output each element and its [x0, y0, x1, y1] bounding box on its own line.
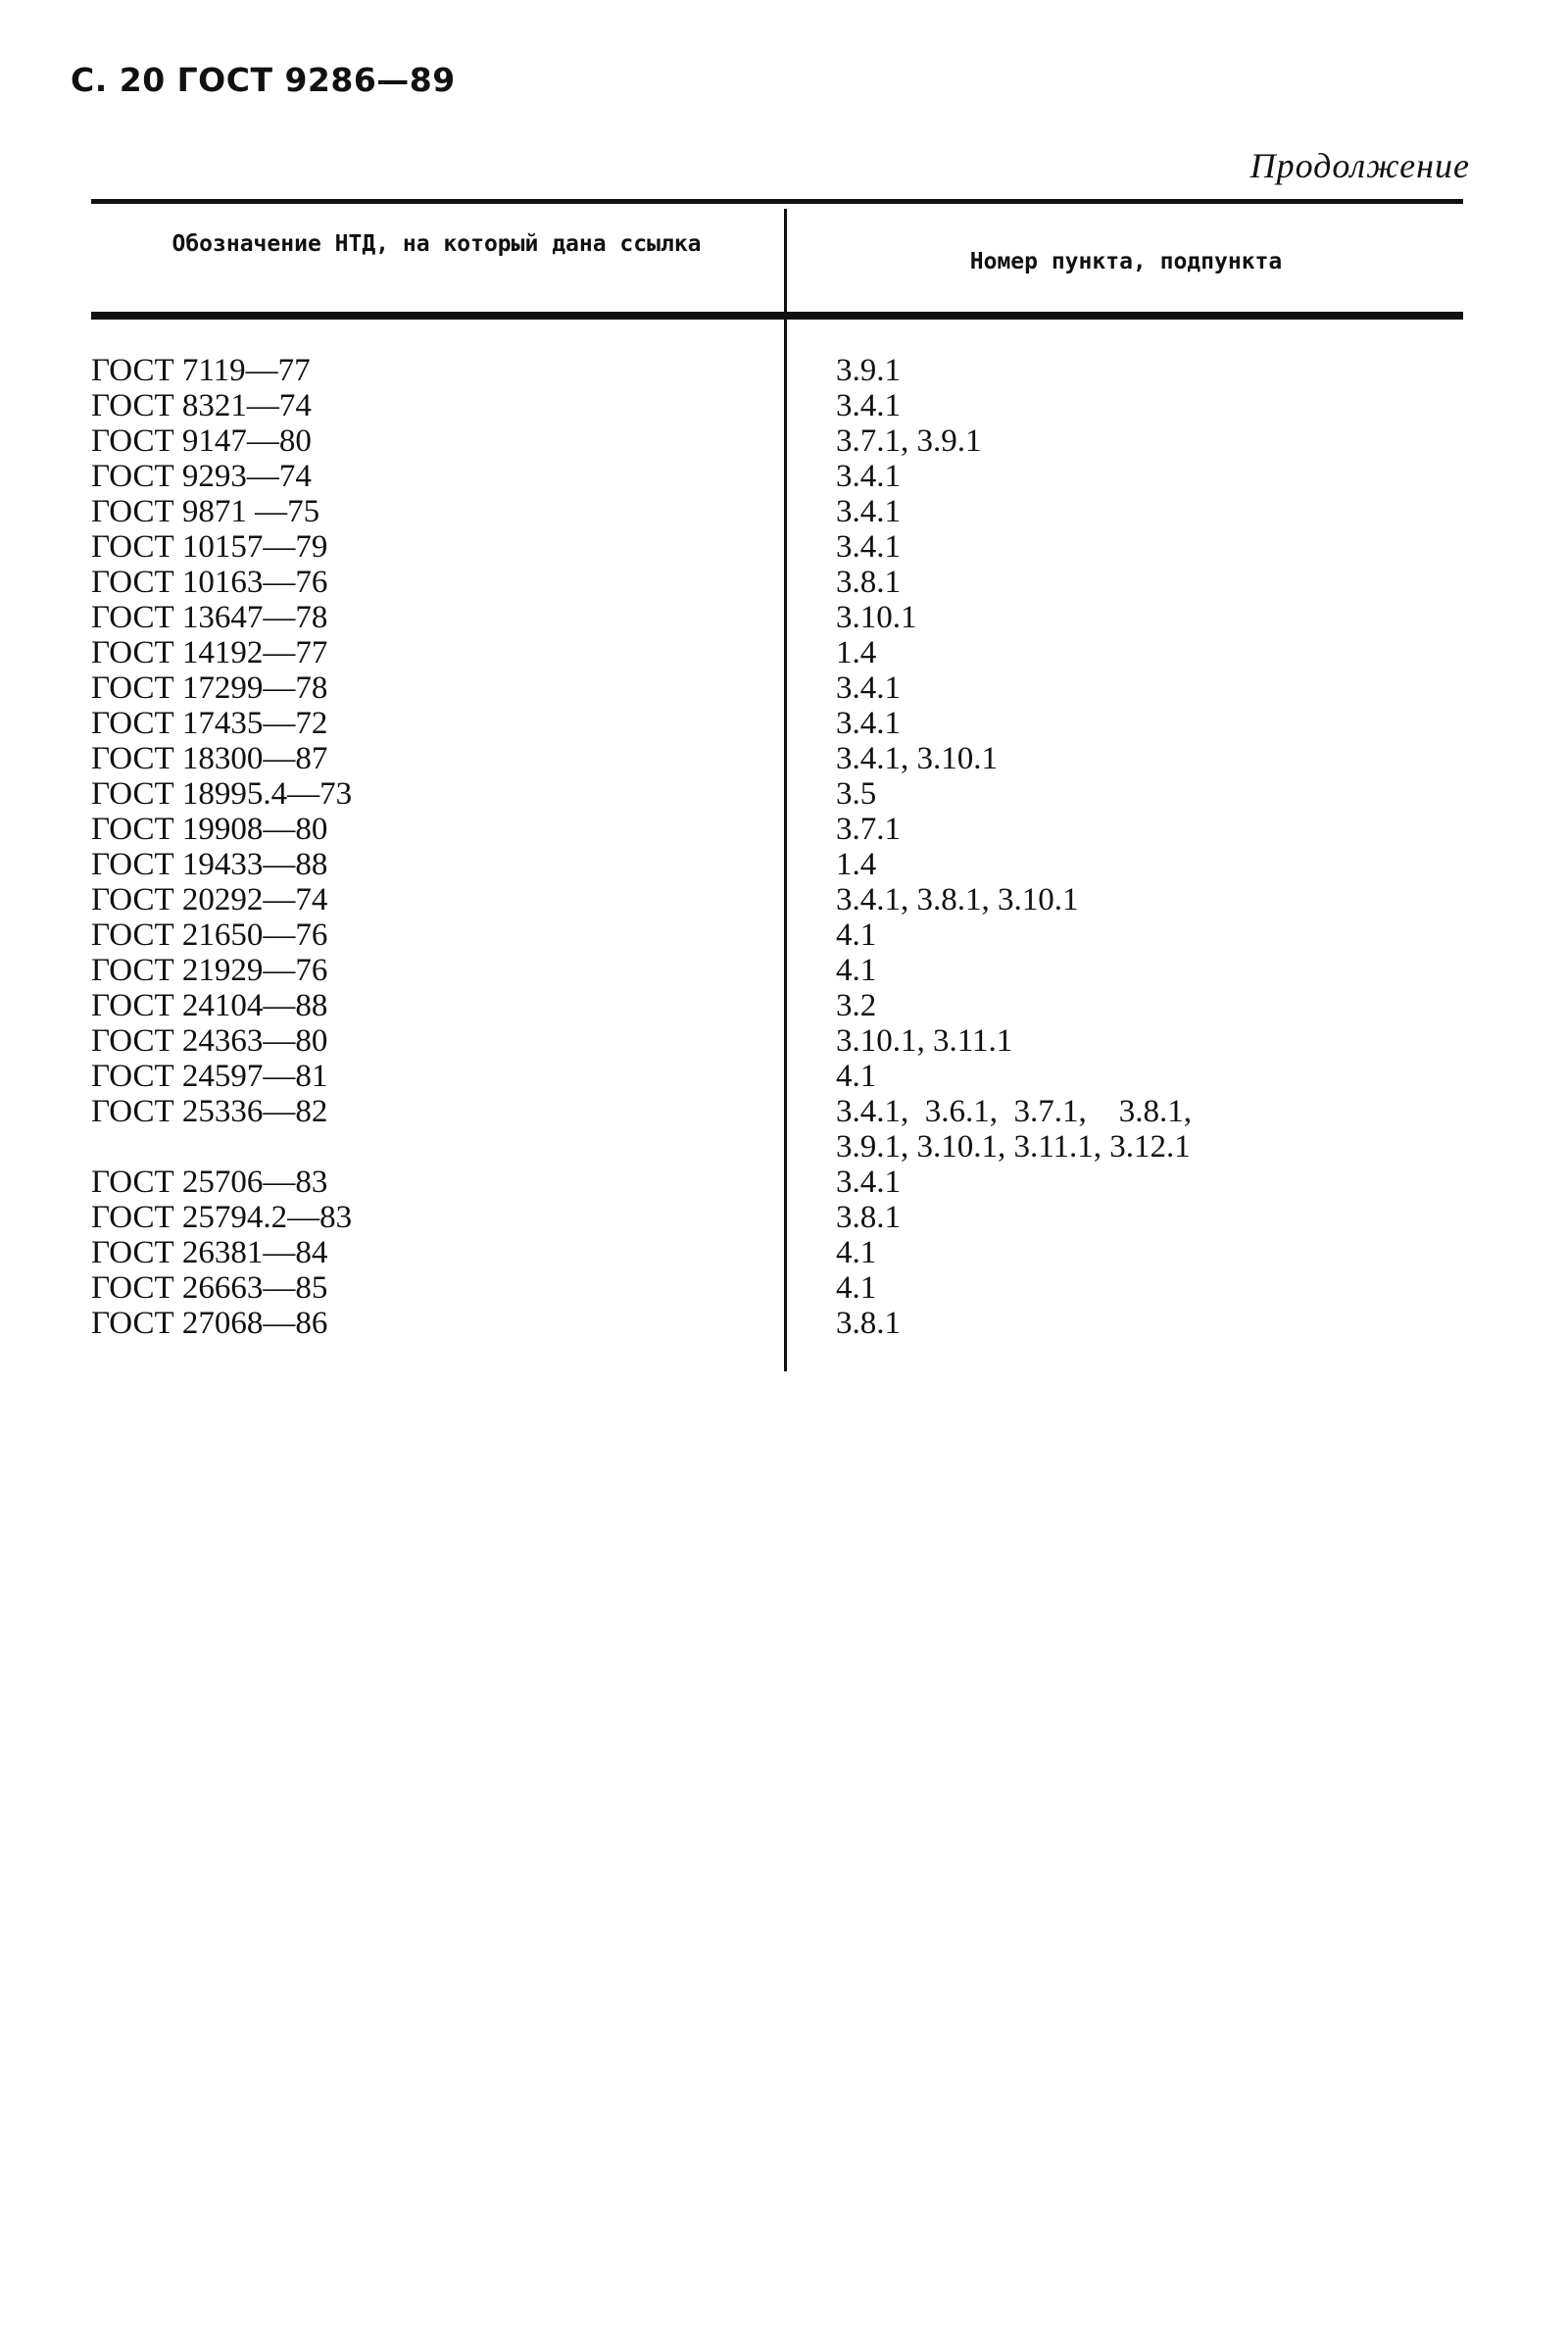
reference-cell: ГОСТ 18995.4—73: [91, 776, 353, 812]
table-row: [91, 670, 1463, 706]
reference-cell: ГОСТ 17299—78: [91, 670, 328, 706]
table-row: [91, 988, 1463, 1023]
table-row: [91, 741, 1463, 776]
clause-cell: 3.5: [836, 776, 877, 812]
table-row: [91, 1023, 1463, 1059]
table-row: [91, 1165, 1463, 1200]
table-row: [91, 1059, 1463, 1094]
reference-cell: ГОСТ 9293—74: [91, 459, 312, 494]
table-body: [91, 353, 1463, 1341]
column-header-reference: Обозначение НТД, на который дана ссылка: [172, 231, 702, 257]
reference-cell: ГОСТ 24104—88: [91, 988, 328, 1023]
clause-cell: 3.4.1, 3.10.1: [836, 741, 998, 776]
reference-cell: ГОСТ 25706—83: [91, 1165, 328, 1200]
table-row: [91, 1129, 1463, 1165]
reference-cell: ГОСТ 9871 —75: [91, 494, 320, 529]
clause-cell: 4.1: [836, 1270, 877, 1306]
reference-cell: ГОСТ 9147—80: [91, 423, 312, 459]
reference-cell: ГОСТ 24597—81: [91, 1059, 328, 1094]
table-row: [91, 529, 1463, 565]
table-row: [91, 847, 1463, 882]
table-row: [91, 1270, 1463, 1306]
reference-cell: ГОСТ 10163—76: [91, 565, 328, 600]
table-row: [91, 953, 1463, 988]
page-header: С. 20 ГОСТ 9286—89: [71, 61, 456, 99]
table-row: [91, 776, 1463, 812]
clause-cell: 3.10.1, 3.11.1: [836, 1023, 1013, 1059]
clause-cell: 3.4.1: [836, 670, 901, 706]
continuation-label: Продолжение: [1250, 146, 1470, 185]
reference-cell: ГОСТ 14192—77: [91, 635, 328, 670]
clause-cell: 3.4.1: [836, 706, 901, 741]
clause-cell: 3.2: [836, 988, 877, 1023]
reference-cell: ГОСТ 25794.2—83: [91, 1200, 353, 1235]
table-row: [91, 812, 1463, 847]
column-header-clause: Номер пункта, подпункта: [969, 249, 1283, 274]
clause-cell: 1.4: [836, 635, 877, 670]
clause-cell: 3.9.1: [836, 353, 901, 388]
clause-cell: 3.4.1: [836, 1165, 901, 1200]
reference-cell: [91, 1129, 836, 1165]
clause-cell: 3.4.1: [836, 388, 901, 423]
clause-cell: 3.8.1: [836, 1306, 901, 1341]
reference-cell: ГОСТ 13647—78: [91, 600, 328, 635]
reference-cell: ГОСТ 27068—86: [91, 1306, 328, 1341]
clause-cell: 3.9.1, 3.10.1, 3.11.1, 3.12.1: [836, 1129, 1191, 1165]
clause-cell: 1.4: [836, 847, 877, 882]
clause-cell: 3.7.1, 3.9.1: [836, 423, 982, 459]
clause-cell: 4.1: [836, 917, 877, 953]
table-header-rule: [91, 312, 1463, 320]
table-row: [91, 1235, 1463, 1270]
clause-cell: 4.1: [836, 1235, 877, 1270]
reference-cell: ГОСТ 20292—74: [91, 882, 328, 917]
reference-cell: ГОСТ 17435—72: [91, 706, 328, 741]
reference-cell: ГОСТ 21929—76: [91, 953, 328, 988]
clause-cell: 3.4.1, 3.6.1, 3.7.1, 3.8.1,: [836, 1094, 1192, 1129]
clause-cell: 3.4.1: [836, 529, 901, 565]
reference-cell: ГОСТ 26381—84: [91, 1235, 328, 1270]
reference-cell: ГОСТ 19433—88: [91, 847, 328, 882]
reference-cell: ГОСТ 8321—74: [91, 388, 312, 423]
reference-cell: ГОСТ 10157—79: [91, 529, 328, 565]
table-row: [91, 459, 1463, 494]
clause-cell: 3.7.1: [836, 812, 901, 847]
clause-cell: 4.1: [836, 1059, 877, 1094]
reference-cell: ГОСТ 24363—80: [91, 1023, 328, 1059]
clause-cell: 3.8.1: [836, 1200, 901, 1235]
table-row: [91, 388, 1463, 423]
table-row: [91, 423, 1463, 459]
reference-cell: ГОСТ 7119—77: [91, 353, 311, 388]
table-row: [91, 600, 1463, 635]
table-top-rule: [91, 199, 1463, 204]
reference-cell: ГОСТ 21650—76: [91, 917, 328, 953]
table-row: [91, 706, 1463, 741]
clause-cell: 3.8.1: [836, 565, 901, 600]
reference-cell: ГОСТ 19908—80: [91, 812, 328, 847]
table-row: [91, 353, 1463, 388]
table-row: [91, 635, 1463, 670]
table-row: [91, 565, 1463, 600]
table-row: [91, 917, 1463, 953]
table-row: [91, 494, 1463, 529]
clause-cell: 3.10.1: [836, 600, 917, 635]
reference-cell: ГОСТ 25336—82: [91, 1094, 328, 1129]
clause-cell: 4.1: [836, 953, 877, 988]
reference-cell: ГОСТ 26663—85: [91, 1270, 328, 1306]
clause-cell: 3.4.1: [836, 459, 901, 494]
table-row: [91, 1200, 1463, 1235]
table-row: [91, 1094, 1463, 1129]
table-row: [91, 1306, 1463, 1341]
clause-cell: 3.4.1, 3.8.1, 3.10.1: [836, 882, 1079, 917]
clause-cell: 3.4.1: [836, 494, 901, 529]
table-row: [91, 882, 1463, 917]
reference-cell: ГОСТ 18300—87: [91, 741, 328, 776]
